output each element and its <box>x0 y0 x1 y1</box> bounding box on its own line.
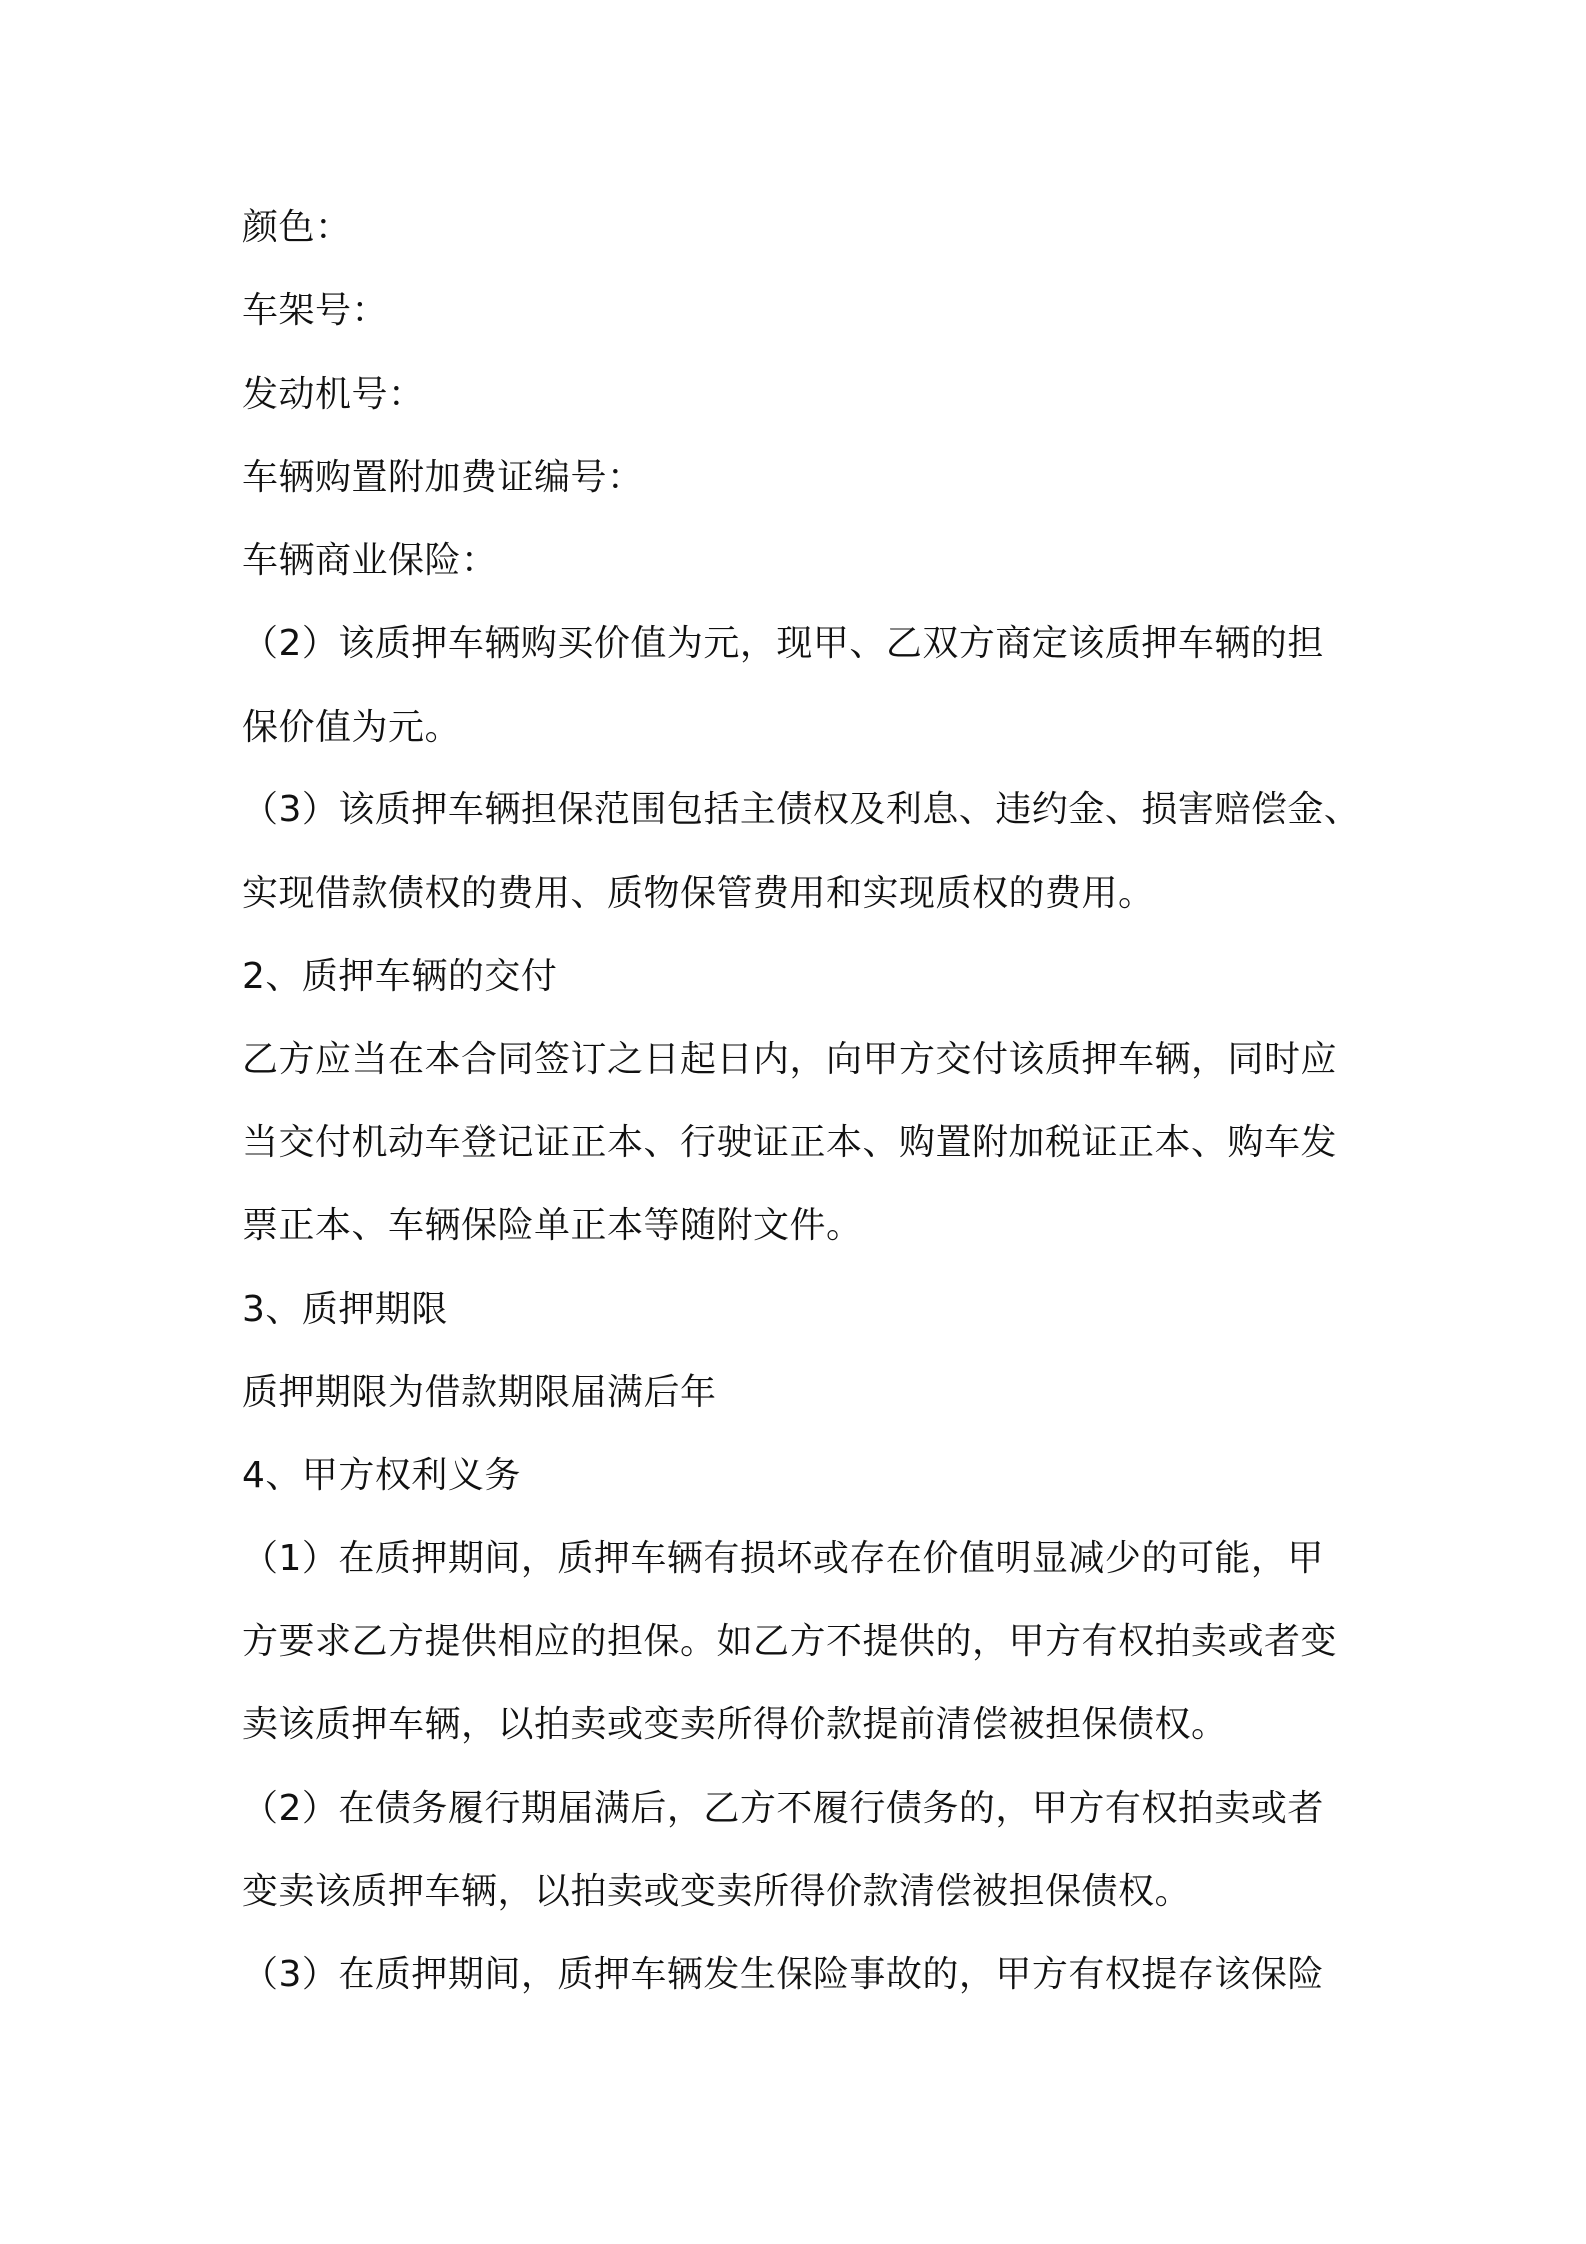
paragraph-line: 保价值为元。 <box>242 707 462 748</box>
paragraph-line: 实现借款债权的费用、质物保管费用和实现质权的费用。 <box>242 873 1155 914</box>
paragraph-line: （2）在债务履行期届满后，乙方不履行债务的，甲方有权拍卖或者 <box>242 1788 1324 1829</box>
section-heading: 3、质押期限 <box>242 1289 448 1330</box>
paragraph-line: 卖该质押车辆，以拍卖或变卖所得价款提前清偿被担保债权。 <box>242 1704 1228 1745</box>
paragraph-line: （2）该质押车辆购买价值为元，现甲、乙双方商定该质押车辆的担 <box>242 623 1324 664</box>
paragraph-line: 当交付机动车登记证正本、行驶证正本、购置附加税证正本、购车发 <box>242 1122 1338 1163</box>
field-frame-number: 车架号： <box>242 290 389 331</box>
paragraph-line: 变卖该质押车辆，以拍卖或变卖所得价款清偿被担保债权。 <box>242 1871 1192 1912</box>
paragraph-line: 票正本、车辆保险单正本等随附文件。 <box>242 1205 863 1246</box>
paragraph-line: 质押期限为借款期限届满后年 <box>242 1372 717 1413</box>
section-heading: 4、甲方权利义务 <box>242 1455 521 1496</box>
paragraph-line: （1）在质押期间，质押车辆有损坏或存在价值明显减少的可能，甲 <box>242 1538 1324 1579</box>
field-color: 颜色： <box>242 207 352 248</box>
section-heading: 2、质押车辆的交付 <box>242 956 558 997</box>
field-engine-number: 发动机号： <box>242 374 425 415</box>
paragraph-line: 乙方应当在本合同签订之日起日内，向甲方交付该质押车辆，同时应 <box>242 1039 1338 1080</box>
field-commercial-insurance: 车辆商业保险： <box>242 540 498 581</box>
field-purchase-fee-cert: 车辆购置附加费证编号： <box>242 457 644 498</box>
paragraph-line: （3）在质押期间，质押车辆发生保险事故的，甲方有权提存该保险 <box>242 1954 1324 1995</box>
paragraph-line: （3）该质押车辆担保范围包括主债权及利息、违约金、损害赔偿金、 <box>242 789 1361 830</box>
paragraph-line: 方要求乙方提供相应的担保。如乙方不提供的，甲方有权拍卖或者变 <box>242 1621 1338 1662</box>
